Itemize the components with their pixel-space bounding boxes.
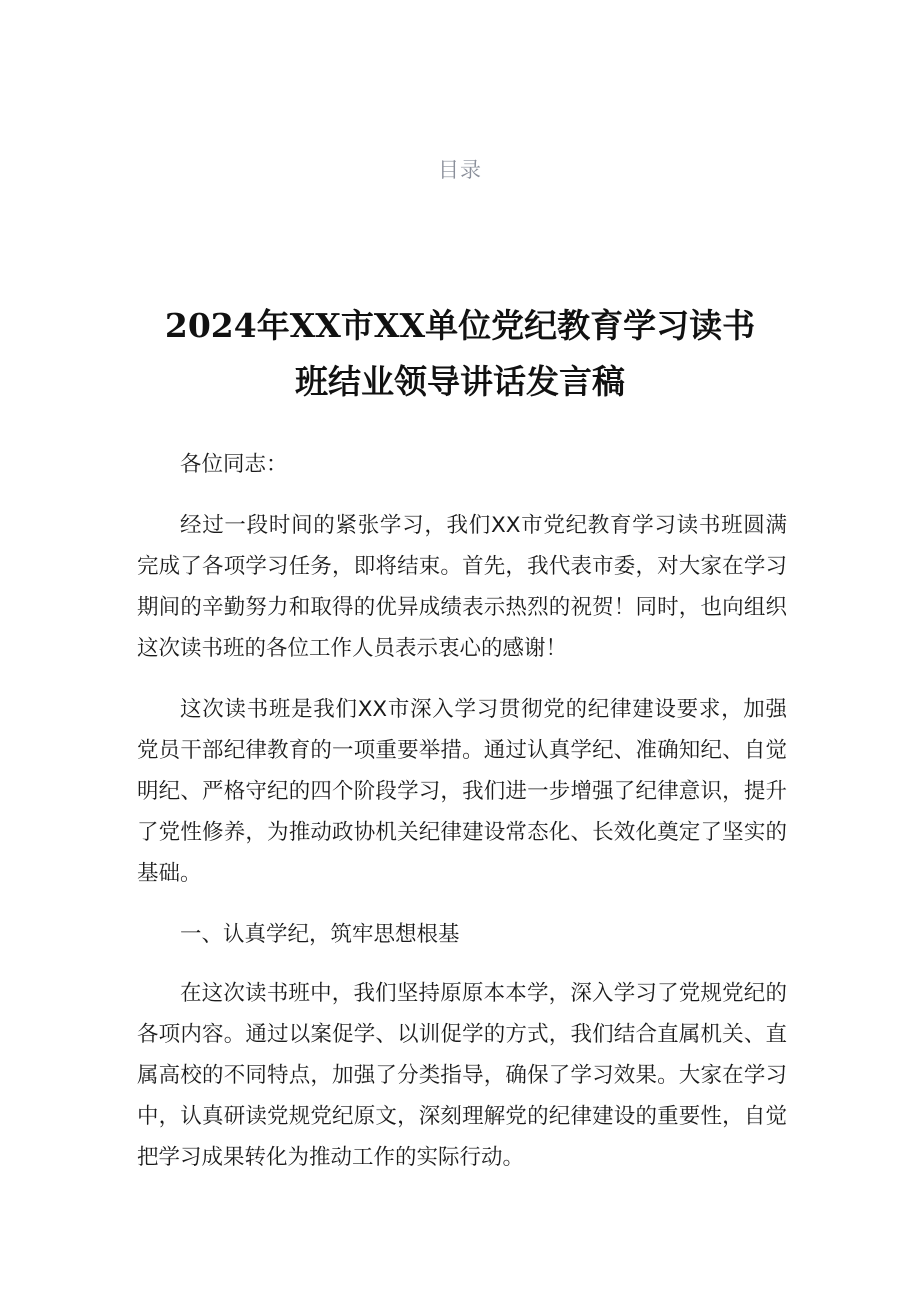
paragraph-significance: 这次读书班是我们XX市深入学习贯彻党的纪律建设要求，加强党员干部纪律教育的一项重要举措。通过认真学纪、准确知纪、自觉明纪、严格守纪的四个阶段学习，我们进一步增强了纪律意识，提升了党性修养，为推动政协机关纪律建设常态化、长效化奠定了坚实的基础。	[137, 697, 787, 886]
paragraph-opening: 经过一段时间的紧张学习，我们XX市党纪教育学习读书班圆满完成了各项学习任务，即将结束。首先，我代表市委，对大家在学习期间的辛勤努力和取得的优异成绩表示热烈的祝贺！同时，也向组织这次读书班的各位工作人员表示衷心的感谢！	[137, 513, 787, 661]
section-heading: 一、认真学纪，筑牢思想根基	[180, 922, 460, 947]
greeting: 各位同志：	[180, 452, 288, 477]
paragraph-section-one: 在这次读书班中，我们坚持原原本本学，深入学习了党规党纪的各项内容。通过以案促学、以训促学的方式，我们结合直属机关、直属高校的不同特点，加强了分类指导，确保了学习效果。大家在学习中，认真研读党规党纪原文，深刻理解党的纪律建设的重要性，自觉把学习成果转化为推动工作的实际行动。	[137, 981, 787, 1170]
title-line-1: 2024年XX市XX单位党纪教育学习读书	[164, 306, 756, 345]
document-title	[120, 298, 800, 410]
title-line-2: 班结业领导讲话发言稿	[295, 362, 625, 401]
document-body	[137, 444, 787, 1198]
toc-heading: 目录	[438, 158, 482, 182]
